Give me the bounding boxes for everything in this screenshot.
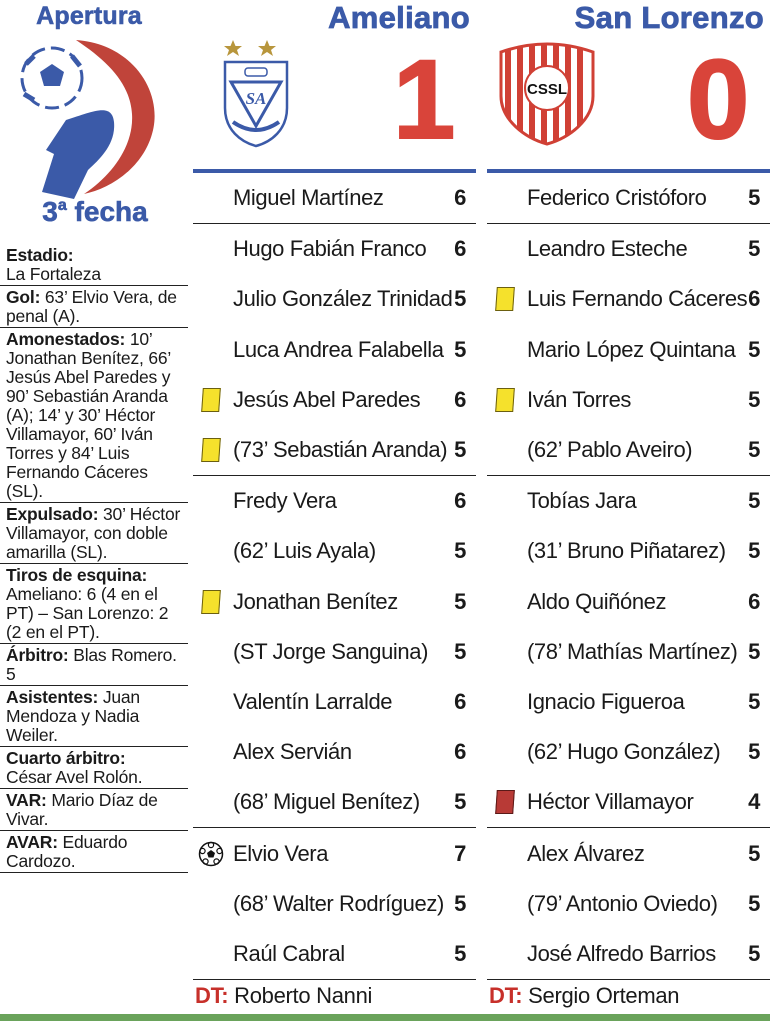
info-var: VAR: Mario Díaz de Vivar. [0,789,188,831]
player-rating: 5 [748,688,760,714]
goal-ball-icon [198,841,224,867]
player-rating: 5 [454,588,466,614]
player-name: (73’ Sebastián Aranda) [233,437,448,463]
player-rating: 5 [748,940,760,966]
player-name: Fredy Vera [233,488,337,514]
player-name: Luis Fernando Cáceres [527,286,748,312]
player-row [193,274,476,324]
player-name: (ST Jorge Sanguina) [233,638,428,664]
player-rating: 6 [454,386,466,412]
info-assistants: Asistentes: Juan Mendoza y Nadia Weiler. [0,686,188,747]
player-row [193,425,476,476]
player-rating: 5 [748,386,760,412]
player-name: Raúl Cabral [233,940,345,966]
player-row [487,627,770,677]
player-rating: 5 [454,638,466,664]
player-name: Hugo Fabián Franco [233,236,427,262]
player-name: (62’ Pablo Aveiro) [527,437,693,463]
player-name: Aldo Quiñónez [527,588,667,614]
player-rating: 5 [748,840,760,866]
red-card-icon [495,790,515,814]
player-row [487,777,770,828]
player-row [193,828,476,878]
player-rating: 7 [454,840,466,866]
player-row [487,224,770,274]
home-score: 1 [393,37,456,162]
player-name: Luca Andrea Falabella [233,336,444,362]
tournament-title: Apertura [36,2,142,30]
player-rating: 5 [748,739,760,765]
yellow-card-icon [495,388,515,412]
player-row [487,425,770,476]
player-rating: 5 [748,336,760,362]
info-bookings: Amonestados: 10’ Jonathan Benítez, 66’ Jesús Abel Paredes y 90’ Sebastián Aranda (A); 14’ y 30’ Héctor Villamayor, 60’ Iván Torres y 84’ Luis Fernando Cáceres (SL). [0,328,188,503]
player-row [193,879,476,929]
player-rating: 5 [454,789,466,815]
player-row [487,375,770,425]
player-name: Jonathan Benítez [233,588,398,614]
player-row [193,627,476,677]
player-row [487,929,770,980]
info-fourth-official: Cuarto árbitro: César Avel Rolón. [0,747,188,789]
player-row [193,173,476,224]
info-goal: Gol: 63’ Elvio Vera, de penal (A). [0,286,188,328]
san-lorenzo-crest-icon [497,38,597,146]
player-name: (78’ Mathías Martínez) [527,638,738,664]
home-team-column [193,0,476,1014]
player-name: Héctor Villamayor [527,789,694,815]
player-name: Valentín Larralde [233,688,393,714]
info-corners: Tiros de esquina: Ameliano: 6 (4 en el PT) – San Lorenzo: 2 (2 en el PT). [0,564,188,644]
player-rating: 6 [454,236,466,262]
player-rating: 5 [748,236,760,262]
yellow-card-icon [495,287,515,311]
player-rating: 5 [748,890,760,916]
player-row [487,727,770,777]
player-rating: 5 [454,538,466,564]
yellow-card-icon [201,438,221,462]
player-row [193,677,476,727]
yellow-card-icon [201,590,221,614]
player-name: Alex Álvarez [527,840,645,866]
away-lineup [487,173,770,980]
player-row [487,173,770,224]
player-row [487,677,770,727]
away-coach: DT: Sergio Orteman [489,983,680,1008]
info-stadium: Estadio: La Fortaleza [0,244,188,286]
round-number: 3 [42,196,58,227]
player-name: (68’ Miguel Benítez) [233,789,420,815]
player-name: José Alfredo Barrios [527,940,716,966]
player-row [193,526,476,576]
svg-text:CSSL: CSSL [526,81,568,98]
player-rating: 6 [748,588,760,614]
player-rating: 5 [748,538,760,564]
player-rating: 5 [748,185,760,211]
player-name: Leandro Esteche [527,236,688,262]
player-row [193,476,476,526]
player-name: (31’ Bruno Piñatarez) [527,538,726,564]
player-name: (62’ Luis Ayala) [233,538,376,564]
round-ordinal: a [57,197,67,214]
player-rating: 5 [748,488,760,514]
player-name: Ignacio Figueroa [527,688,685,714]
player-rating: 5 [454,286,466,312]
player-rating: 5 [454,336,466,362]
yellow-card-icon [201,388,221,412]
player-rating: 4 [748,789,760,815]
player-rating: 5 [454,940,466,966]
info-sent-off: Expulsado: 30’ Héctor Villamayor, con doble amarilla (SL). [0,503,188,564]
player-name: (62’ Hugo González) [527,739,721,765]
player-row [487,526,770,576]
away-team-name: San Lorenzo [574,0,764,35]
match-details [0,244,188,873]
player-rating: 6 [454,488,466,514]
ameliano-crest-icon [221,38,291,148]
player-row [487,274,770,324]
player-row [193,577,476,627]
player-rating: 6 [454,739,466,765]
player-row [193,727,476,777]
player-rating: 5 [748,437,760,463]
info-referee: Árbitro: Blas Romero. 5 [0,644,188,686]
away-coach-name: Sergio Orteman [528,983,680,1008]
player-row [193,777,476,828]
player-name: Tobías Jara [527,488,637,514]
home-coach-name: Roberto Nanni [234,983,373,1008]
round-label [0,196,190,228]
player-row [193,375,476,425]
home-coach: DT: Roberto Nanni [195,983,373,1008]
player-name: Jesús Abel Paredes [233,386,421,412]
player-row [193,224,476,274]
player-name: (68’ Walter Rodríguez) [233,890,444,916]
player-rating: 5 [454,437,466,463]
player-name: Mario López Quintana [527,336,736,362]
player-row [487,476,770,526]
footer-green-bar [0,1014,770,1021]
home-team-name: Ameliano [328,0,470,35]
player-rating: 5 [454,890,466,916]
away-team-column [487,0,770,1014]
player-name: Julio González Trinidad [233,286,453,312]
match-info-sidebar [0,0,190,1014]
player-row [193,929,476,980]
apf-league-logo-icon [14,34,164,204]
player-name: Miguel Martínez [233,185,384,211]
player-name: Iván Torres [527,386,632,412]
player-row [487,325,770,375]
player-row [487,577,770,627]
player-name: (79’ Antonio Oviedo) [527,890,718,916]
player-row [487,879,770,929]
player-rating: 6 [748,286,760,312]
player-rating: 5 [748,638,760,664]
player-name: Alex Servián [233,739,352,765]
round-word: fecha [74,196,148,227]
player-name: Elvio Vera [233,840,329,866]
away-score: 0 [687,37,750,162]
player-rating: 6 [454,185,466,211]
player-row [193,325,476,375]
player-rating: 6 [454,688,466,714]
player-row [487,828,770,878]
player-name: Federico Cristóforo [527,185,707,211]
svg-text:SA: SA [245,89,267,108]
home-lineup [193,173,476,980]
info-avar: AVAR: Eduardo Cardozo. [0,831,188,873]
